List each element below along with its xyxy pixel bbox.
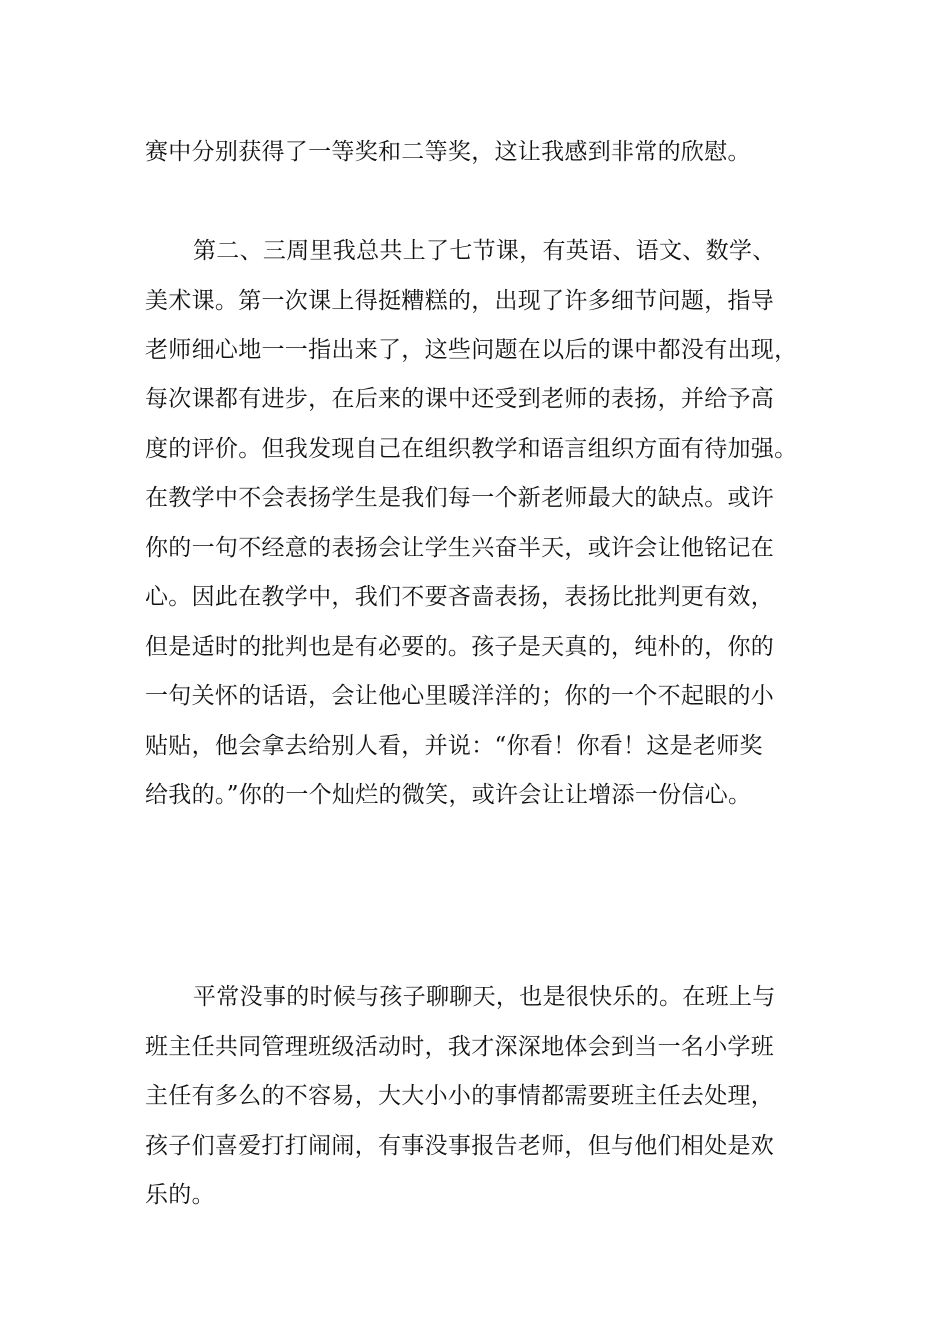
paragraph-line: 在教学中不会表扬学生是我们每一个新老师最大的缺点。或许 xyxy=(145,485,775,511)
paragraph-line: 老师细心地一一指出来了，这些问题在以后的课中都没有出现， xyxy=(145,337,798,363)
paragraph-line: 给我的。”你的一个灿烂的微笑，或许会让让增添一份信心。 xyxy=(145,782,752,808)
paragraph-line: 赛中分别获得了一等奖和二等奖，这让我感到非常的欣慰。 xyxy=(145,139,751,165)
paragraph-line: 每次课都有进步，在后来的课中还受到老师的表扬，并给予高 xyxy=(145,386,775,412)
paragraph-line: 一句关怀的话语，会让他心里暖洋洋的；你的一个不起眼的小 xyxy=(145,683,775,709)
paragraph-line: 平常没事的时候与孩子聊聊天，也是很快乐的。在班上与 xyxy=(193,984,776,1010)
paragraph-line: 主任有多么的不容易，大大小小的事情都需要班主任去处理， xyxy=(145,1083,775,1109)
paragraph-line: 但是适时的批判也是有必要的。孩子是天真的，纯朴的，你的 xyxy=(145,634,775,660)
paragraph-line: 心。因此在教学中，我们不要吝啬表扬，表扬比批判更有效， xyxy=(145,584,775,610)
paragraph-line: 你的一句不经意的表扬会让学生兴奋半天，或许会让他铭记在 xyxy=(145,535,775,561)
paragraph-line: 美术课。第一次课上得挺糟糕的，出现了许多细节问题，指导 xyxy=(145,288,775,314)
paragraph-line: 乐的。 xyxy=(145,1182,215,1208)
paragraph-line: 度的评价。但我发现自己在组织教学和语言组织方面有待加强。 xyxy=(145,436,798,462)
paragraph-line: 孩子们喜爱打打闹闹，有事没事报告老师，但与他们相处是欢 xyxy=(145,1133,775,1159)
paragraph-line: 第二、三周里我总共上了七节课，有英语、语文、数学、 xyxy=(193,238,776,264)
paragraph-line: 班主任共同管理班级活动时，我才深深地体会到当一名小学班 xyxy=(145,1034,775,1060)
paragraph-line: 贴贴，他会拿去给别人看，并说：“你看！你看！这是老师奖 xyxy=(145,733,763,759)
